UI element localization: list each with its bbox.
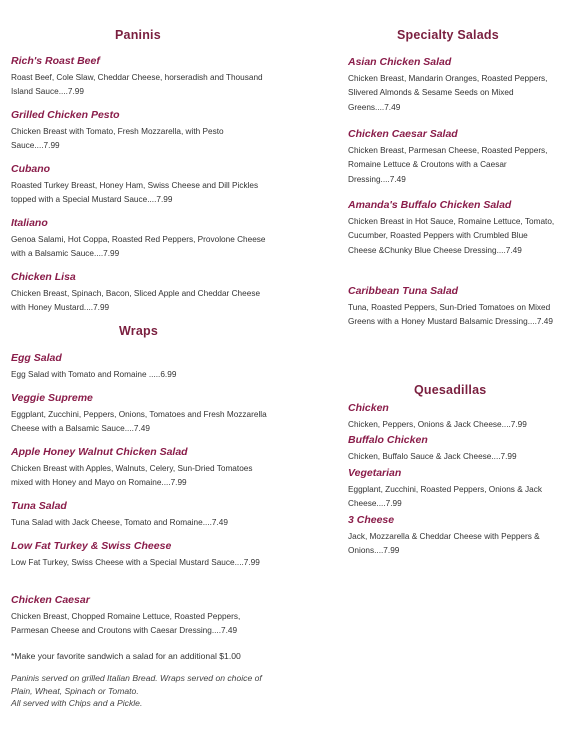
- menu-item-buffalo-chicken-quesadilla: [348, 434, 558, 463]
- item-description: Chicken Breast, Spinach, Bacon, Sliced Apple and Cheddar Cheese with Honey Mustard....7.99: [11, 288, 261, 313]
- item-description: Jack, Mozzarella & Cheddar Cheese with Peppers & Onions....7.99: [348, 531, 540, 556]
- menu-item-apple-honey-walnut: [11, 446, 273, 490]
- item-name: Vegetarian: [348, 467, 402, 479]
- menu-item-asian-chicken-salad: [348, 56, 558, 114]
- item-description: Chicken Breast with Apples, Walnuts, Celery, Sun-Dried Tomatoes mixed with Honey and Mayo on Romaine....7.99: [11, 463, 253, 488]
- menu-item-low-fat-turkey: [11, 540, 273, 569]
- salad-note: *Make your favorite sandwich a salad for an additional $1.00: [11, 651, 241, 661]
- menu-item-vegetarian-quesadilla: [348, 467, 558, 511]
- menu-item-riches-roast-beef: [11, 55, 273, 99]
- chips-note-line: All served with Chips and a Pickle.: [11, 698, 143, 708]
- item-name: Chicken Lisa: [11, 271, 76, 283]
- item-description: Chicken Breast, Mandarin Oranges, Roasted Peppers, Slivered Almonds & Sesame Seeds on Mixed Greens....7.49: [348, 73, 548, 112]
- bread-note: [11, 672, 273, 710]
- item-description: Roast Beef, Cole Slaw, Cheddar Cheese, horseradish and Thousand Island Sauce....7.99: [11, 72, 263, 97]
- item-description: Tuna Salad with Jack Cheese, Tomato and Romaine....7.49: [11, 517, 228, 527]
- menu-item-cubano: [11, 163, 273, 207]
- menu-item-chicken-caesar-salad: [348, 128, 558, 186]
- item-name: Cubano: [11, 163, 51, 175]
- menu-item-tuna-salad: [11, 500, 273, 529]
- menu-item-veggie-supreme: [11, 392, 273, 436]
- item-description: Eggplant, Zucchini, Peppers, Onions, Tomatoes and Fresh Mozzarella Cheese with a Balsamic Sauce....7.49: [11, 409, 267, 434]
- menu-item-egg-salad: [11, 352, 273, 381]
- item-description: Chicken, Peppers, Onions & Jack Cheese....7.99: [348, 419, 527, 429]
- item-name: Low Fat Turkey & Swiss Cheese: [11, 540, 172, 552]
- item-name: Asian Chicken Salad: [348, 56, 452, 68]
- item-name: Tuna Salad: [11, 500, 67, 512]
- item-description: Tuna, Roasted Peppers, Sun-Dried Tomatoes on Mixed Greens with a Honey Mustard Balsamic Dressing....7.49: [348, 302, 553, 327]
- item-name: Caribbean Tuna Salad: [348, 285, 459, 297]
- item-description: Eggplant, Zucchini, Roasted Peppers, Onions & Jack Cheese....7.99: [348, 484, 542, 509]
- paninis-heading: Paninis: [115, 28, 161, 42]
- specialty-salads-heading: Specialty Salads: [397, 28, 499, 42]
- wraps-heading: Wraps: [119, 324, 158, 338]
- menu-item-chicken-caesar-wrap: [11, 594, 273, 638]
- menu-item-chicken-quesadilla: [348, 402, 558, 431]
- item-name: Italiano: [11, 217, 48, 229]
- item-description: Chicken Breast in Hot Sauce, Romaine Lettuce, Tomato, Cucumber, Roasted Peppers with Crumbled Blue Cheese &Chunky Blue Cheese Dressing....7.49: [348, 216, 555, 255]
- menu-item-amandas-buffalo-salad: [348, 199, 558, 257]
- item-description: Genoa Salami, Hot Coppa, Roasted Red Peppers, Provolone Cheese with a Balsamic Sauce....7.99: [11, 234, 266, 259]
- item-description: Roasted Turkey Breast, Honey Ham, Swiss Cheese and Dill Pickles topped with a Special Mustard Sauce....7.99: [11, 180, 259, 205]
- menu-item-italiano: [11, 217, 273, 261]
- item-description: Egg Salad with Tomato and Romaine .....6.99: [11, 369, 177, 379]
- menu-item-grilled-chicken-pesto: [11, 109, 273, 153]
- item-name: 3 Cheese: [348, 514, 395, 526]
- bread-note-line: Paninis served on grilled Italian Bread. Wraps served on choice of Plain, Wheat, Spinach or Tomato.: [11, 673, 262, 696]
- item-name: Rich's Roast Beef: [11, 55, 100, 67]
- item-name: Buffalo Chicken: [348, 434, 428, 446]
- item-description: Chicken Breast with Tomato, Fresh Mozzarella, with Pesto Sauce....7.99: [11, 126, 224, 151]
- menu-item-3-cheese-quesadilla: [348, 514, 558, 558]
- item-name: Amanda's Buffalo Chicken Salad: [348, 199, 512, 211]
- item-description: Chicken, Buffalo Sauce & Jack Cheese....7.99: [348, 451, 517, 461]
- item-name: Apple Honey Walnut Chicken Salad: [11, 446, 188, 458]
- item-description: Low Fat Turkey, Swiss Cheese with a Special Mustard Sauce....7.99: [11, 557, 260, 567]
- item-name: Chicken Caesar: [11, 594, 90, 606]
- item-name: Chicken Caesar Salad: [348, 128, 458, 140]
- item-name: Egg Salad: [11, 352, 62, 364]
- menu-item-caribbean-tuna-salad: [348, 285, 558, 329]
- quesadillas-heading: Quesadillas: [414, 383, 487, 397]
- item-name: Veggie Supreme: [11, 392, 93, 404]
- item-description: Chicken Breast, Parmesan Cheese, Roasted Peppers, Romaine Lettuce & Croutons with a Caesar Dressing....7.49: [348, 145, 548, 184]
- item-name: Chicken: [348, 402, 389, 414]
- menu-item-chicken-lisa: [11, 271, 273, 315]
- item-name: Grilled Chicken Pesto: [11, 109, 120, 121]
- item-description: Chicken Breast, Chopped Romaine Lettuce, Roasted Peppers, Parmesan Cheese and Croutons with Caesar Dressing....7.49: [11, 611, 241, 636]
